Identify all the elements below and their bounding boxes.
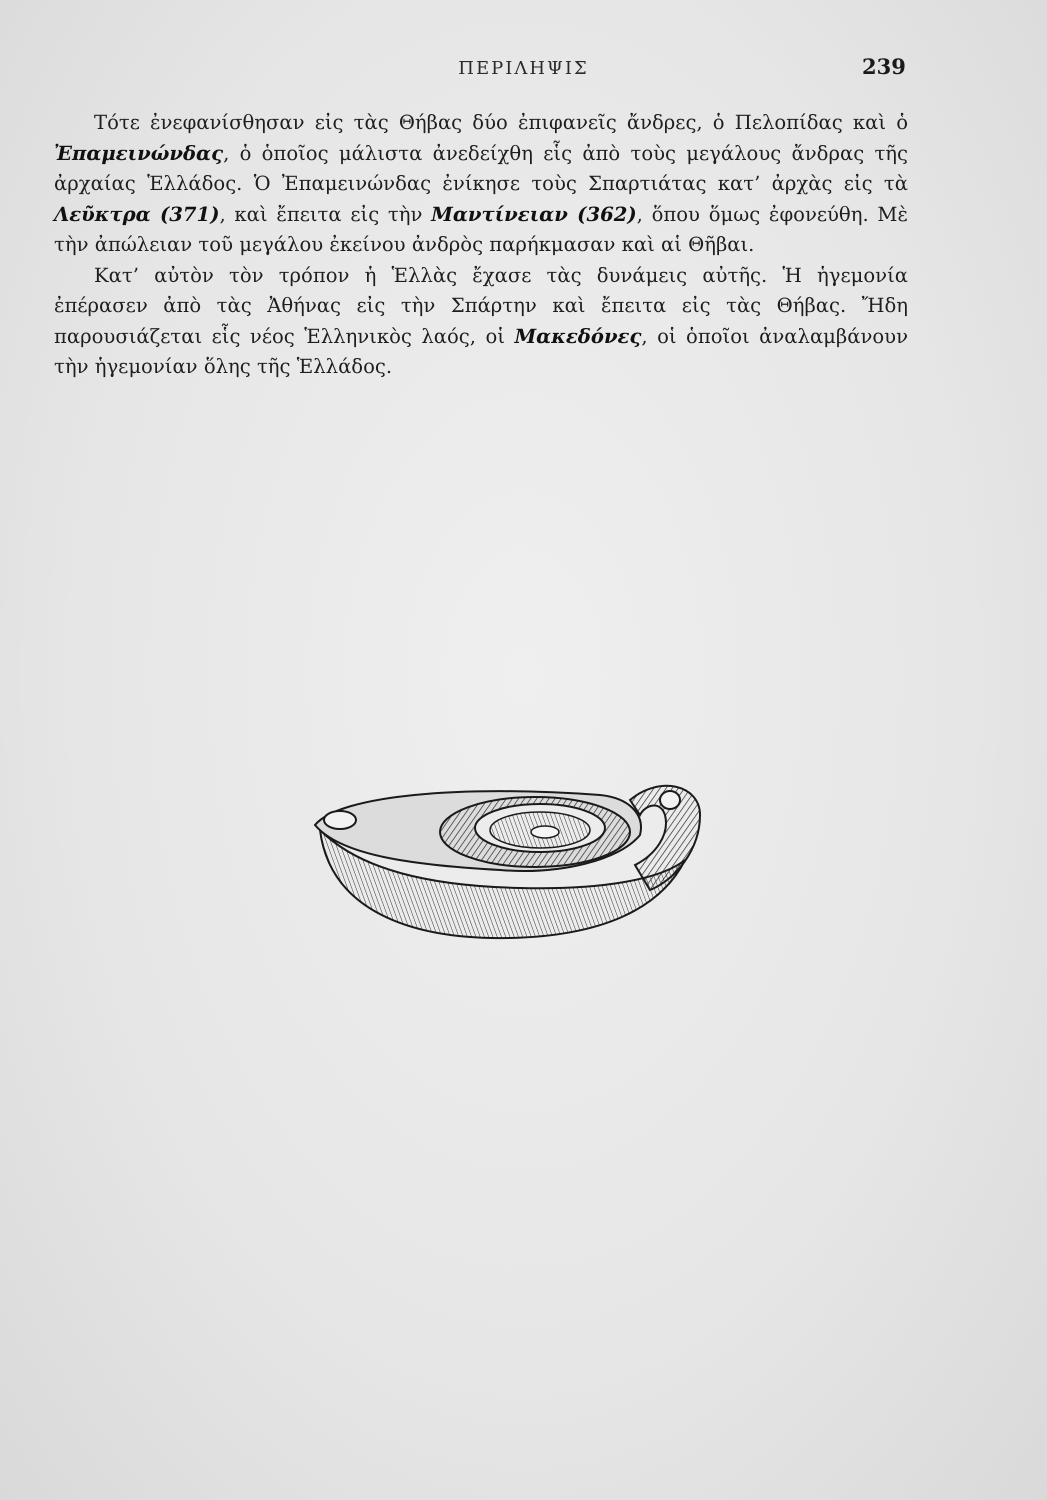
text-run: , οἱ ὁποῖοι ἀναλαμβάνουν τὴν ἡγεμονίαν ὅλης τῆς Ἑλλάδος. — [54, 324, 908, 378]
emphasis-epameinondas: Ἐπαμεινώνδας — [54, 141, 224, 165]
emphasis-leuktra: Λεῦκτρα (371) — [54, 202, 220, 226]
text-run: , καὶ ἔπειτα εἰς τὴν — [219, 202, 432, 226]
paragraph-1 — [54, 108, 908, 261]
text-run: , ὁ ὁποῖος μάλιστα ἀνεδείχθη εἷς ἀπὸ τοὺς μεγάλους ἄνδρας τῆς ἀρχαίας Ἑλλάδος. Ὁ Ἐπαμεινώνδας ἐνίκησε τοὺς Σπαρτιάτας κατ’ ἀρχὰς εἰς τὰ — [54, 141, 908, 195]
text-run: Τότε ἐνεφανίσθησαν εἰς τὰς Θήβας δύο ἐπιφανεῖς ἄνδρες, ὁ — [94, 111, 735, 134]
page-number: 239 — [862, 54, 906, 79]
running-header: ΠΕΡΙΛΗΨΙΣ — [458, 58, 589, 79]
text-run: , ὅπου ὅμως ἐφονεύθη. Μὲ τὴν ἀπώλειαν τοῦ μεγάλου ἐκείνου ἀνδρὸς παρήκμασαν καὶ αἱ Θῆβαι. — [54, 202, 909, 256]
text-run: Κατ’ αὐτὸν τὸν τρόπον ἡ Ἑλλὰς ἔχασε τὰς δυνάμεις αὐτῆς. Ἡ ἡγεμονία ἐπέρασεν ἀπὸ τὰς Ἀθήνας εἰς τὴν Σπάρτην καὶ ἔπειτα εἰς τὰς Θήβας. Ἤδη παρουσιάζεται εἷς νέος Ἑλληνικὸς λαός, οἱ — [54, 263, 908, 348]
emphasis-makedones: Μακεδόνες — [514, 324, 642, 348]
emphasis-mantineia: Μαντίνειαν (362) — [431, 202, 637, 226]
oil-lamp-illustration — [300, 770, 720, 950]
text-run: Πελοπίδας — [734, 111, 843, 134]
body-text — [54, 108, 908, 383]
text-run: καὶ ὁ — [842, 111, 908, 134]
paragraph-2 — [54, 261, 908, 383]
